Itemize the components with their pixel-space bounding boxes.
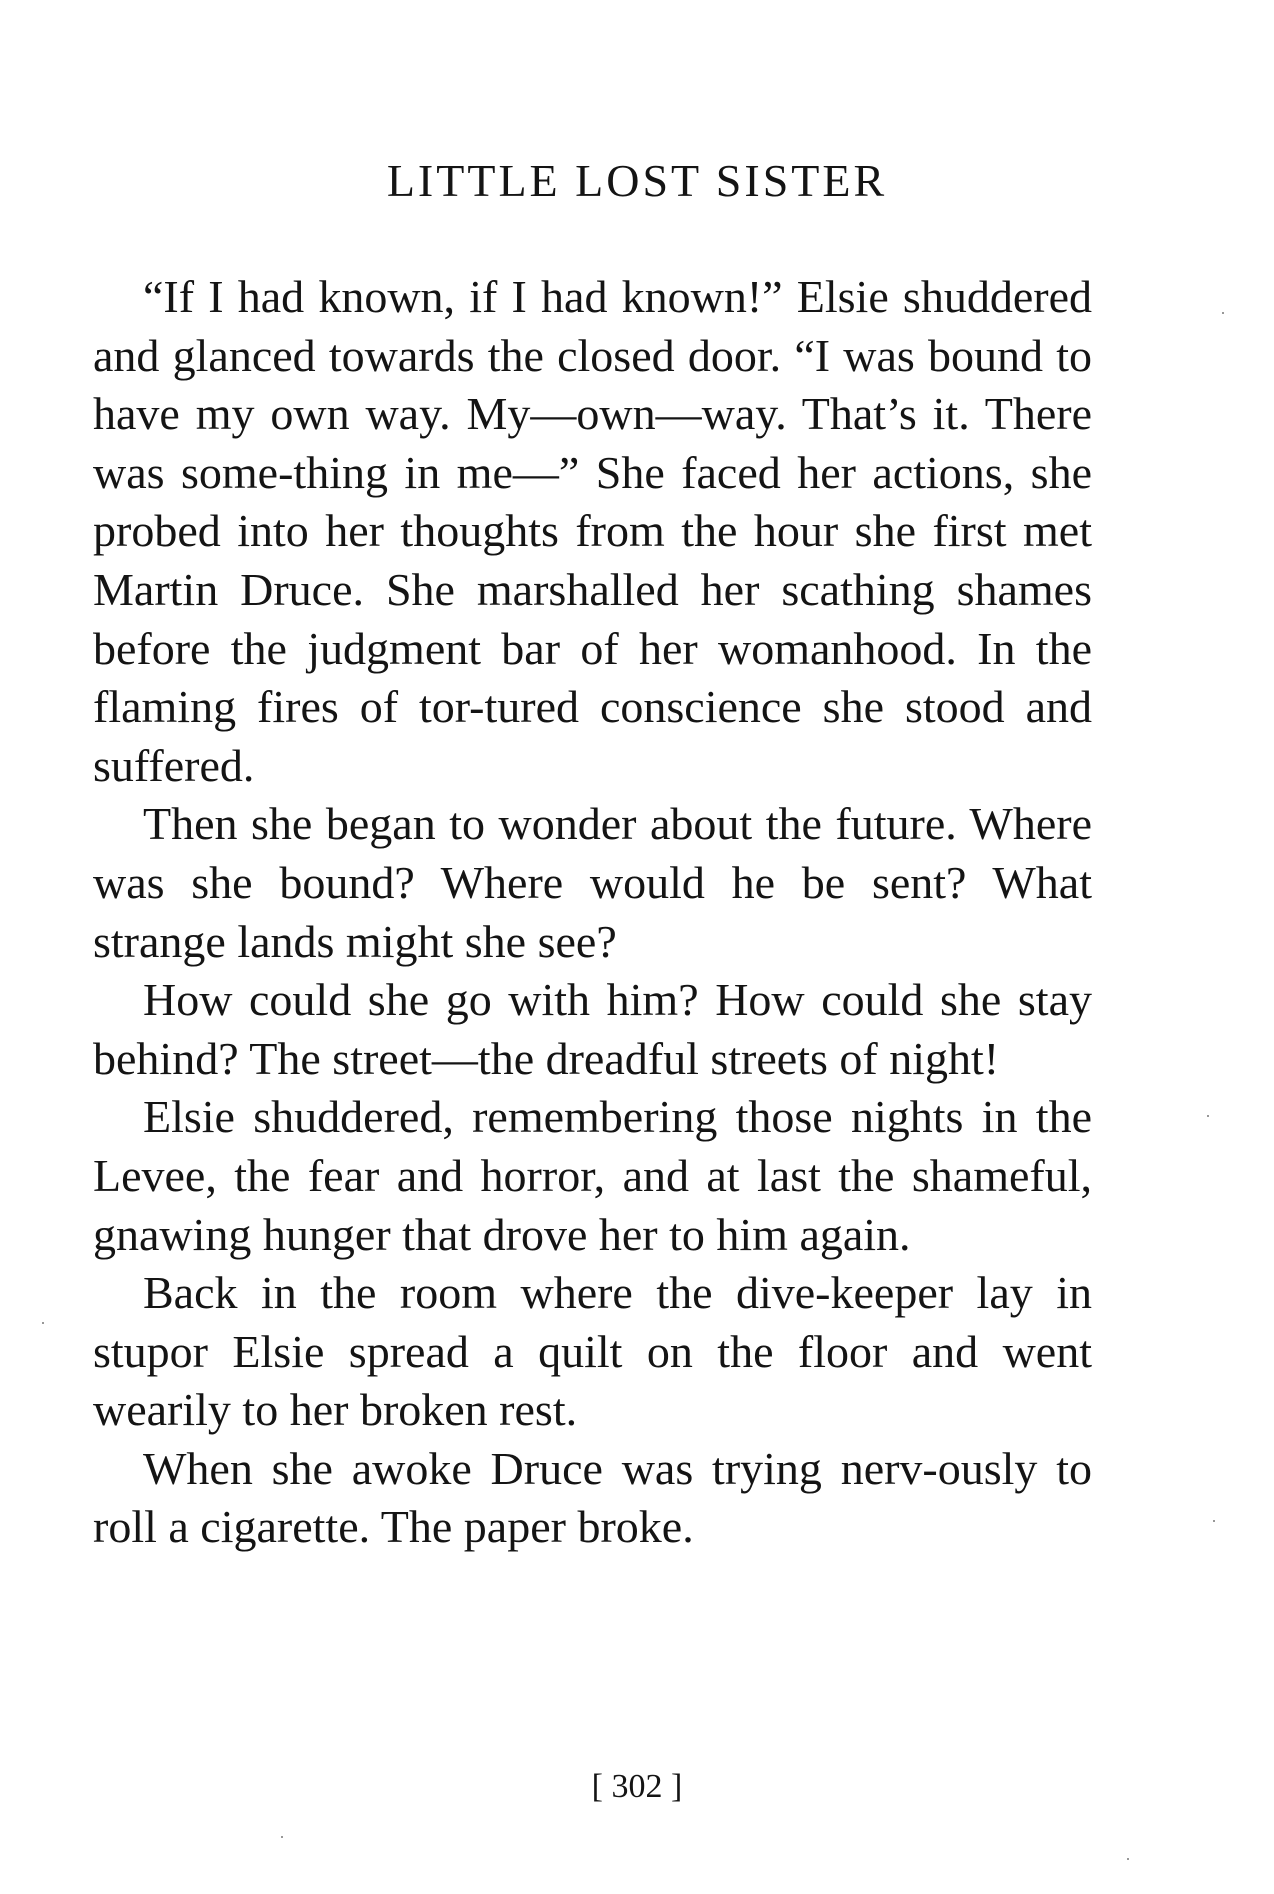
body-text xyxy=(93,268,1092,1557)
scan-speck xyxy=(1222,312,1224,314)
page-number: [ 302 ] xyxy=(591,1768,683,1805)
running-title: LITTLE LOST SISTER xyxy=(386,155,888,206)
scan-speck xyxy=(42,1322,44,1324)
scan-speck xyxy=(1213,1520,1215,1522)
scan-speck xyxy=(281,1836,283,1838)
paragraph: When she awoke Druce was trying nerv-ously to roll a cigarette. The paper broke. xyxy=(93,1442,1092,1553)
paragraph: How could she go with him? How could she stay behind? The street—the dreadful streets of night! xyxy=(93,974,1092,1084)
paragraph: Elsie shuddered, remembering those nights in the Levee, the fear and horror, and at last the shameful, gnawing hunger that drove her to him again. xyxy=(93,1091,1092,1260)
scan-speck xyxy=(1127,1858,1129,1860)
paragraph: Then she began to wonder about the future. Where was she bound? Where would he be sent? What strange lands might she see? xyxy=(93,798,1092,967)
paragraph: “If I had known, if I had known!” Elsie shuddered and glanced towards the closed door. “I was bound to have my own way. My—own—way. That’s it. There was some-thing in me—” She faced her actions, she probed into her thoughts from the hour she first met Martin Druce. She marshalled her scathing shames before the judgment bar of her womanhood. In the flaming fires of tor-tured conscience she stood and suffered. xyxy=(93,271,1092,791)
paragraph: Back in the room where the dive-keeper lay in stupor Elsie spread a quilt on the floor and went wearily to her broken rest. xyxy=(93,1267,1092,1436)
scan-speck xyxy=(1207,1115,1209,1117)
